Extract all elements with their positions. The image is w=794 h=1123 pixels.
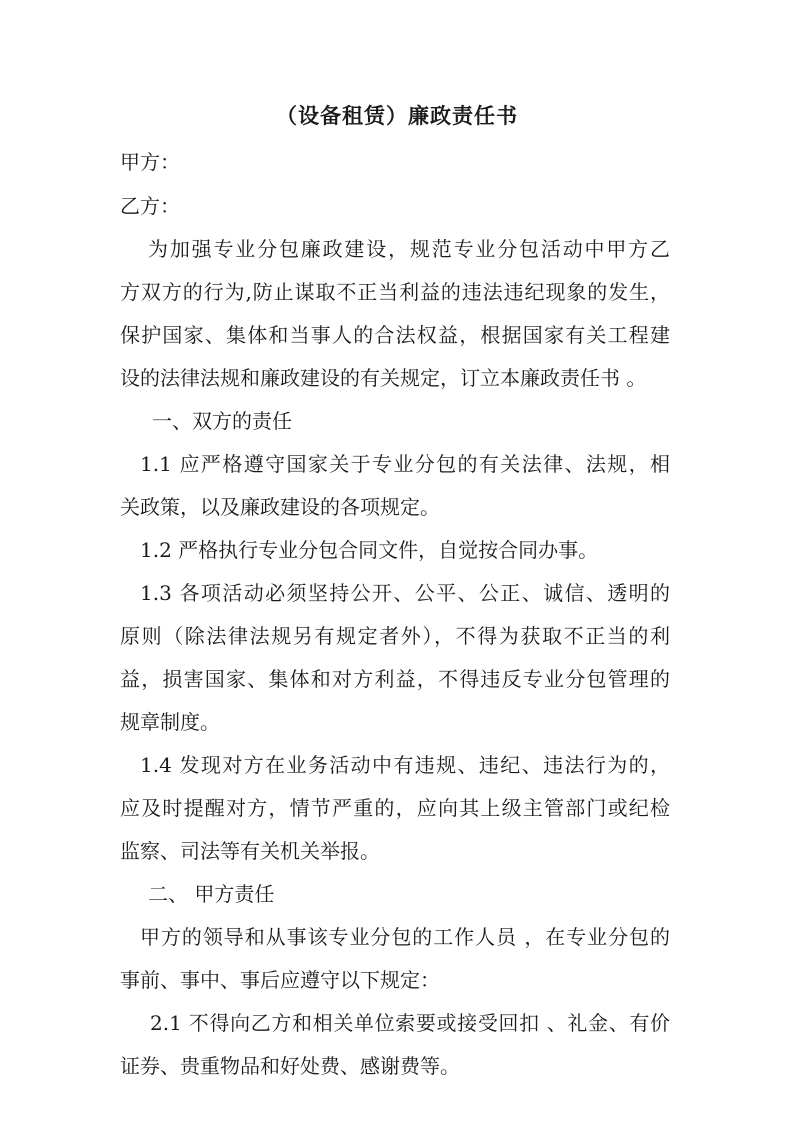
section-2-heading: 二、 甲方责任 xyxy=(148,882,275,906)
clause-line: 规章制度。 xyxy=(120,710,220,734)
clause-line: 甲方的领导和从事该专业分包的工作人员 ，在专业分包的 xyxy=(140,925,670,949)
clause-line: 益，损害国家、集体和对方利益，不得违反专业分包管理的 xyxy=(120,667,670,691)
section-1-heading: 一、双方的责任 xyxy=(152,409,292,433)
clause-line: 2.1 不得向乙方和相关单位索要或接受回扣 、礼金、有价 xyxy=(150,1011,670,1035)
clause-line: 1.4 发现对方在业务活动中有违规、违纪、违法行为的， xyxy=(140,753,670,777)
clause-line: 监察、司法等有关机关举报。 xyxy=(120,839,380,863)
clause-line: 应及时提醒对方，情节严重的，应向其上级主管部门或纪检 xyxy=(120,796,670,820)
clause-line: 关政策，以及廉政建设的各项规定。 xyxy=(120,495,440,519)
clause-line: 证券、贵重物品和好处费、感谢费等。 xyxy=(120,1054,460,1078)
clause-line: 1.1 应严格遵守国家关于专业分包的有关法律、法规，相 xyxy=(140,452,670,476)
party-b-label: 乙方： xyxy=(120,194,180,218)
party-a-label: 甲方： xyxy=(120,150,180,174)
clause-line: 事前、事中、事后应遵守以下规定： xyxy=(120,968,440,992)
intro-line: 设的法律法规和廉政建设的有关规定，订立本廉政责任书 。 xyxy=(120,366,647,390)
intro-line: 保护国家、集体和当事人的合法权益，根据国家有关工程建 xyxy=(120,323,670,347)
intro-line: 为加强专业分包廉政建设，规范专业分包活动中甲方乙 xyxy=(148,237,670,261)
clause-line: 原则（除法律法规另有规定者外），不得为获取不正当的利 xyxy=(120,624,670,648)
intro-line: 方双方的行为,防止谋取不正当利益的违法违纪现象的发生， xyxy=(120,280,670,304)
clause-line: 1.2 严格执行专业分包合同文件，自觉按合同办事。 xyxy=(140,538,599,562)
clause-line: 1.3 各项活动必须坚持公开、公平、公正、诚信、透明的 xyxy=(140,581,670,605)
document-title: （设备租赁）廉政责任书 xyxy=(276,103,518,128)
